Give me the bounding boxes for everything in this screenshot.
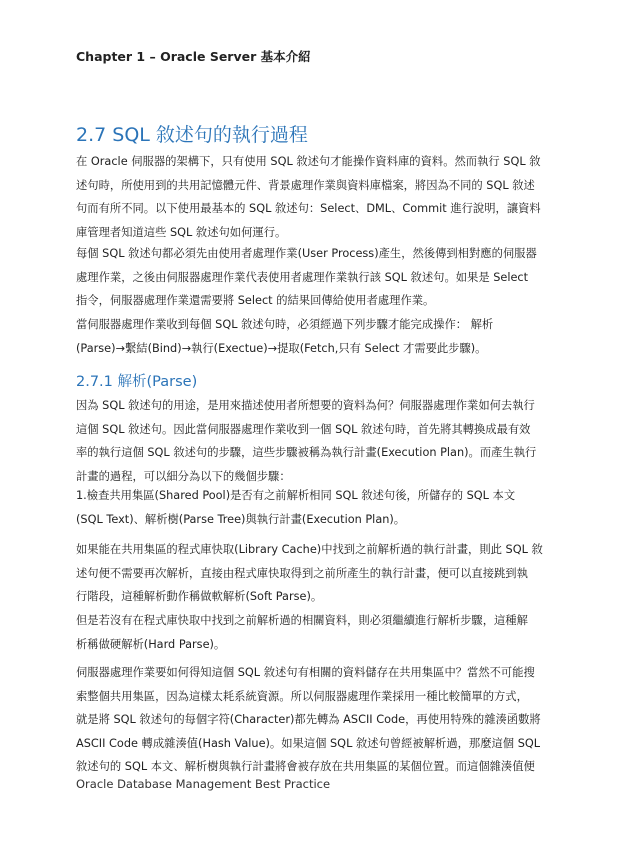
paragraph-line: 因為 SQL 敘述句的用途，是用來描述使用者所想要的資料為何？伺服器處理作業如何去執行 (76, 399, 535, 412)
section-title: 2.7 SQL 敘述句的執行過程 (76, 124, 308, 146)
paragraph-line: 句而有所不同。以下使用最基本的 SQL 敘述句：Select、DML、Commit 進行說明，讓資料 (76, 202, 541, 215)
paragraph-hash-value (76, 661, 564, 779)
paragraph-line: 行階段，這種解析動作稱做軟解析(Soft Parse)。 (76, 590, 323, 603)
paragraph-line: 每個 SQL 敘述句都必須先由使用者處理作業(User Process)產生，然後傳到相對應的伺服器 (76, 247, 537, 260)
paragraph-line: ASCII Code 轉成雜湊值(Hash Value)。如果這個 SQL 敘述句曾經被解析過，那麼這個 SQL (76, 736, 541, 750)
paragraph-hard-parse (76, 609, 564, 656)
paragraph-line: 1.檢查共用集區(Shared Pool)是否有之前解析相同 SQL 敘述句後，所儲存的 SQL 本文 (76, 489, 516, 502)
paragraph-intro (76, 150, 564, 244)
paragraph-line: 在 Oracle 伺服器的架構下，只有使用 SQL 敘述句才能操作資料庫的資料。然而執行 SQL 敘 (76, 155, 541, 168)
paragraph-line: 述句時，所使用到的共用記憶體元件、背景處理作業與資料庫檔案，將因為不同的 SQL 敘述 (76, 178, 535, 192)
paragraph-line: 處理作業，之後由伺服器處理作業代表使用者處理作業執行該 SQL 敘述句。如果是 Select (76, 270, 529, 284)
paragraph-line: 如果能在共用集區的程式庫快取(Library Cache)中找到之前解析過的執行計畫，則此 SQL 敘 (76, 543, 543, 556)
paragraph-line: 指令，伺服器處理作業還需要將 Select 的結果回傳給使用者處理作業。 (76, 294, 435, 307)
paragraph-line: 當伺服器處理作業收到每個 SQL 敘述句時，必須經過下列步驟才能完成操作： 解析 (76, 318, 494, 331)
paragraph-line: (Parse)→繫結(Bind)→執行(Exectue)→提取(Fetch,只有 Select 才需要此步驟)。 (76, 341, 487, 355)
paragraph-line: 述句便不需要再次解析，直接由程式庫快取得到之前所產生的執行計畫，便可以直接跳到執 (76, 566, 528, 580)
paragraph-line: (SQL Text)、解析樹(Parse Tree)與執行計畫(Execution Plan)。 (76, 512, 406, 526)
paragraph-line: 率的執行這個 SQL 敘述句的步驟，這些步驟被稱為執行計畫(Execution Plan)。而產生執行 (76, 446, 537, 459)
paragraph-line: 計畫的過程，可以細分為以下的幾個步驟： (76, 469, 291, 483)
paragraph-line: 但是若沒有在程式庫快取中找到之前解析過的相關資料，則必須繼續進行解析步驟，這種解 (76, 614, 528, 627)
paragraph-line: 就是將 SQL 敘述句的每個字符(Character)都先轉為 ASCII Code，再使用特殊的雜湊函數將 (76, 713, 541, 726)
paragraph-line: 敘述句的 SQL 本文、解析樹與執行計畫將會被存放在共用集區的某個位置。而這個雜湊值便 (76, 760, 535, 773)
paragraph-steps (76, 313, 564, 360)
subsection-title: 2.7.1 解析(Parse) (76, 374, 198, 390)
page-footer: Oracle Database Management Best Practice (76, 777, 331, 791)
paragraph-soft-parse (76, 538, 564, 609)
chapter-header: Chapter 1 – Oracle Server 基本介紹 (76, 49, 311, 64)
paragraph-user-process (76, 242, 564, 313)
paragraph-line: 庫管理者知道這些 SQL 敘述句如何運行。 (76, 225, 287, 239)
paragraph-line: 伺服器處理作業要如何得知這個 SQL 敘述句有相關的資料儲存在共用集區中？當然不可能搜 (76, 666, 535, 679)
paragraph-step-1 (76, 484, 564, 531)
paragraph-line: 這個 SQL 敘述句。因此當伺服器處理作業收到一個 SQL 敘述句時，首先將其轉換成最有效 (76, 422, 531, 436)
paragraph-line: 索整個共用集區，因為這樣太耗系統資源。所以伺服器處理作業採用一種比較簡單的方式， (76, 689, 528, 703)
paragraph-line: 析稱做硬解析(Hard Parse)。 (76, 637, 226, 651)
paragraph-parse-intro (76, 394, 564, 488)
